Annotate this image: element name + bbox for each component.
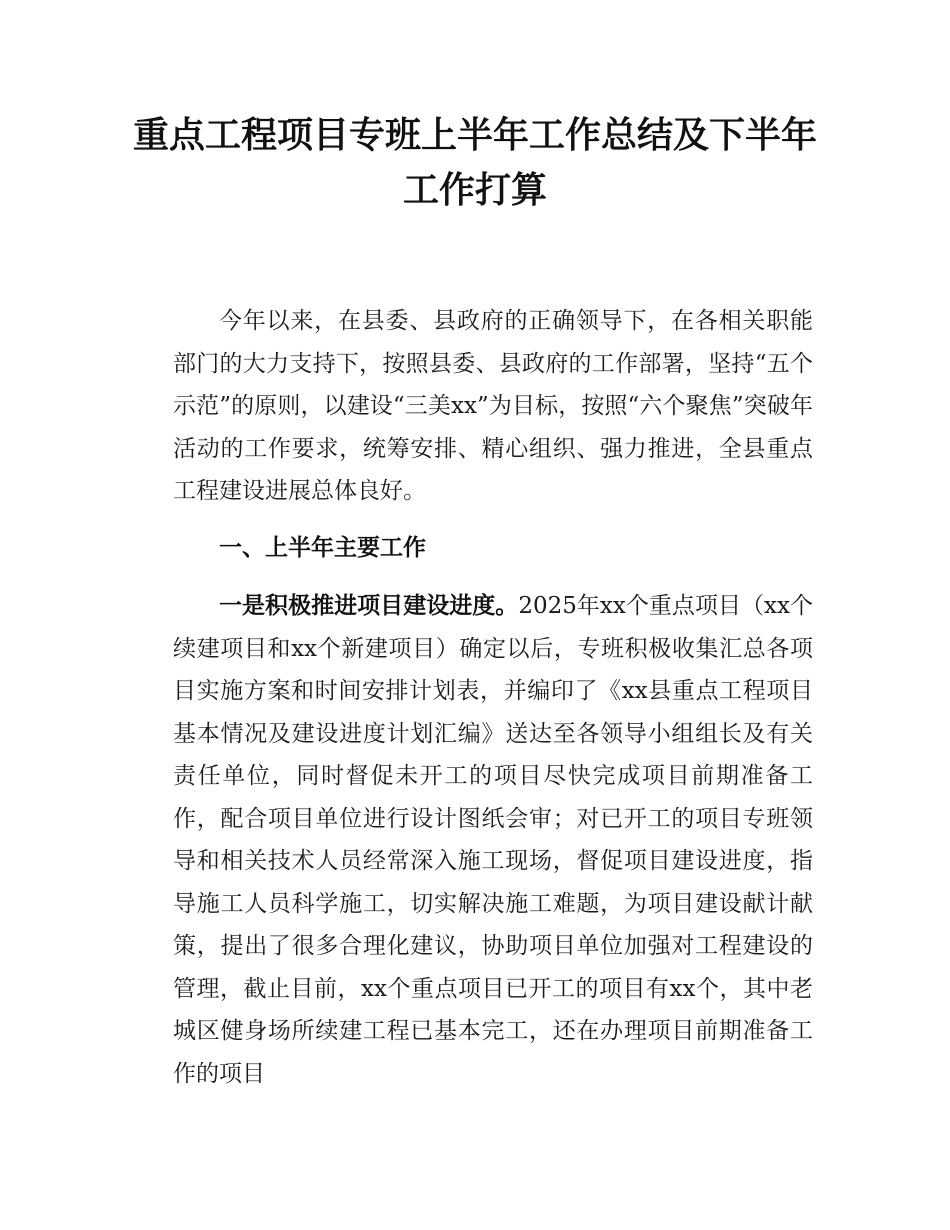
- work-item-paragraph: [173, 585, 813, 1095]
- work-item-body: 2025年xx个重点项目（xx个续建项目和xx个新建项目）确定以后，专班积极收集汇总各项目实施方案和时间安排计划表，并编印了《xx县重点工程项目基本情况及建设进度计划汇编》送达至各领导小组组长及有关责任单位，同时督促未开工的项目尽快完成项目前期准备工作，配合项目单位进行设计图纸会审；对已开工的项目专班领导和相关技术人员经常深入施工现场，督促项目建设进度，指导施工人员科学施工，切实解决施工难题，为项目建设献计献策，提出了很多合理化建议，协助项目单位加强对工程建设的管理，截止目前，xx个重点项目已开工的项目有xx个，其中老城区健身场所续建工程已基本完工，还在办理项目前期准备工作的项目: [173, 593, 813, 1087]
- work-item-lead: 一是积极推进项目建设进度。: [219, 593, 519, 619]
- intro-paragraph: 今年以来，在县委、县政府的正确领导下，在各相关职能部门的大力支持下，按照县委、县政府的工作部署，坚持“五个示范”的原则，以建设“三美xx”为目标，按照“六个聚焦”突破年活动的工作要求，统筹安排、精心组织、强力推进，全县重点工程建设进展总体良好。: [173, 308, 813, 504]
- document-title-line-2: 工作打算: [402, 170, 547, 211]
- document-title-line-1: 重点工程项目专班上半年工作总结及下半年: [132, 115, 817, 156]
- section-heading-first-half-work: 一、上半年主要工作: [219, 535, 426, 561]
